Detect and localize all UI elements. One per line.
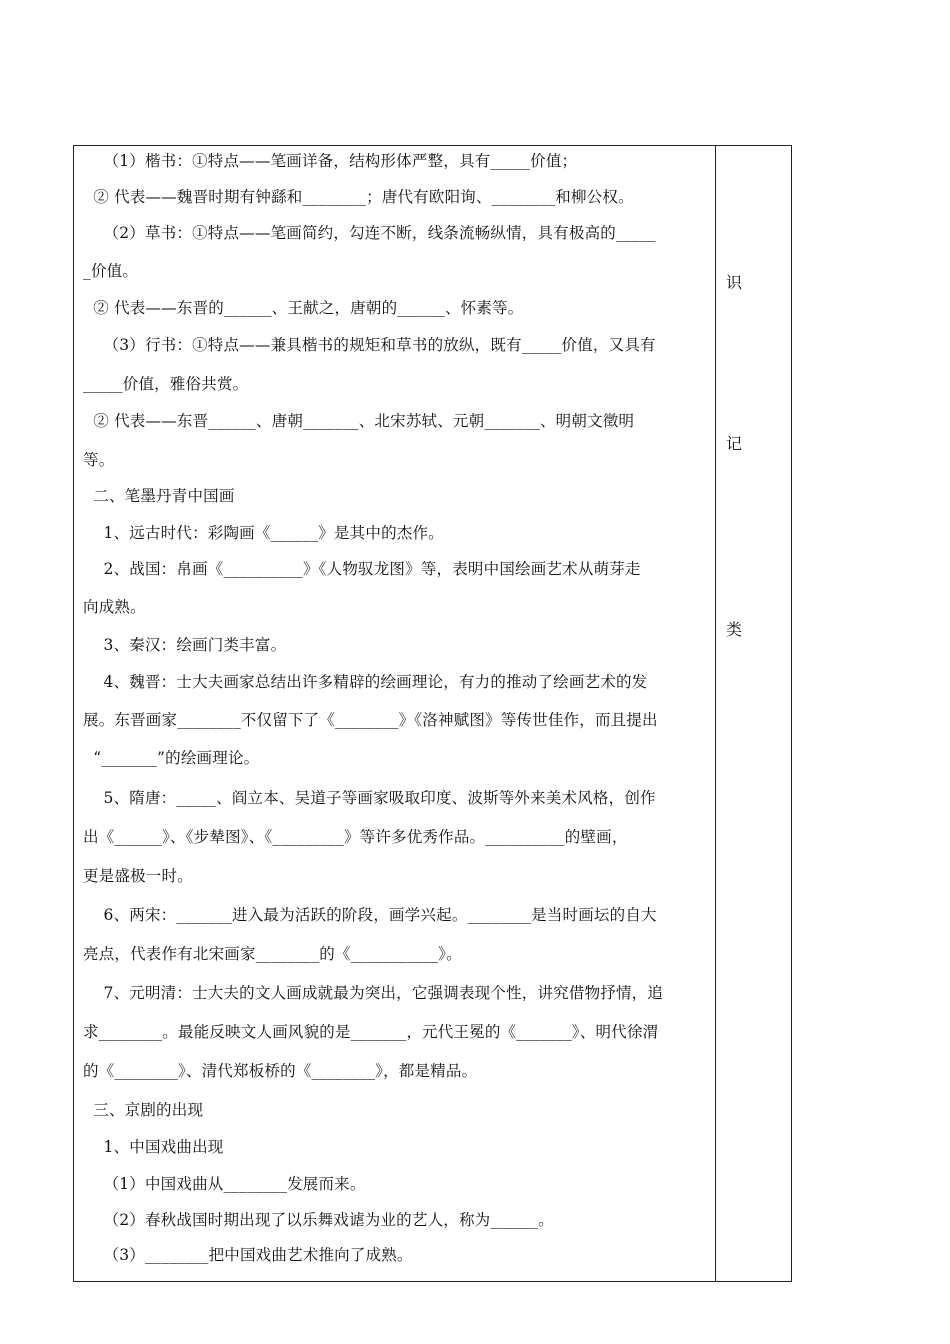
text-line: （1）中国戏曲从________发展而来。 <box>83 1175 366 1193</box>
sidebar-label: 识 <box>726 273 743 292</box>
text-line: （2）春秋战国时期出现了以乐舞戏谑为业的艺人，称为______。 <box>83 1211 554 1229</box>
text-line: 向成熟。 <box>83 598 146 616</box>
text-line: 5、隋唐：_____、阎立本、吴道子等画家吸取印度、波斯等外来美术风格，创作 <box>83 789 656 807</box>
text-line: 1、中国戏曲出现 <box>83 1138 224 1156</box>
text-line: 4、魏晋：士大夫画家总结出许多精辟的绘画理论，有力的推动了绘画艺术的发 <box>83 673 648 691</box>
text-line: ② 代表——魏晋时期有钟繇和________；唐代有欧阳询、________和柳公权。 <box>83 188 634 206</box>
sidebar-label: 类 <box>726 620 743 639</box>
text-line: 3、秦汉：绘画门类丰富。 <box>83 636 287 654</box>
text-line: 求________。最能反映文人画风貌的是_______，元代王冕的《_______》、明代徐渭 <box>83 1023 659 1041</box>
text-line: 1、远古时代：彩陶画《______》是其中的杰作。 <box>83 524 444 542</box>
text-line: 展。东晋画家________不仅留下了《________》《洛神赋图》等传世佳作，而且提出 <box>83 711 658 729</box>
text-line: “_______”的绘画理论。 <box>83 749 260 767</box>
text-line: 6、两宋：_______进入最为活跃的阶段，画学兴起。________是当时画坛的自大 <box>83 906 657 924</box>
text-line: ② 代表——东晋的______、王献之，唐朝的______、怀素等。 <box>83 299 524 317</box>
text-line: 出《______》、《步辇图》、《_________》等许多优秀作品。__________的壁画， <box>83 828 628 846</box>
section-heading: 三、京剧的出现 <box>83 1101 204 1119</box>
text-line: （2）草书：①特点——笔画简约，勾连不断，线条流畅纵情，具有极高的_____ <box>83 224 656 242</box>
text-line: _价值。 <box>83 262 139 280</box>
column-divider <box>715 145 716 1282</box>
text-line: ② 代表——东晋______、唐朝_______、北宋苏轼、元朝_______、明朝文徵明 <box>83 412 635 430</box>
sidebar-label: 记 <box>726 434 743 453</box>
text-line: （3）________把中国戏曲艺术推向了成熟。 <box>83 1246 413 1264</box>
text-line: 2、战国：帛画《__________》《人物驭龙图》等，表明中国绘画艺术从萌芽走 <box>83 560 641 578</box>
text-line: 更是盛极一时。 <box>83 867 193 885</box>
text-line: （3）行书：①特点——兼具楷书的规矩和草书的放纵，既有_____价值，又具有 <box>83 336 656 354</box>
text-line: 的《________》、清代郑板桥的《________》，都是精品。 <box>83 1062 478 1080</box>
text-line: 等。 <box>83 451 115 469</box>
text-line: 亮点，代表作有北宋画家________的《___________》。 <box>83 945 462 963</box>
text-line: （1）楷书：①特点——笔画详备，结构形体严整，具有_____价值； <box>83 152 578 170</box>
text-line: _____价值，雅俗共赏。 <box>83 375 249 393</box>
section-heading: 二、笔墨丹青中国画 <box>83 487 235 505</box>
text-line: 7、元明清：士大夫的文人画成就最为突出，它强调表现个性，讲究借物抒情，追 <box>83 984 664 1002</box>
